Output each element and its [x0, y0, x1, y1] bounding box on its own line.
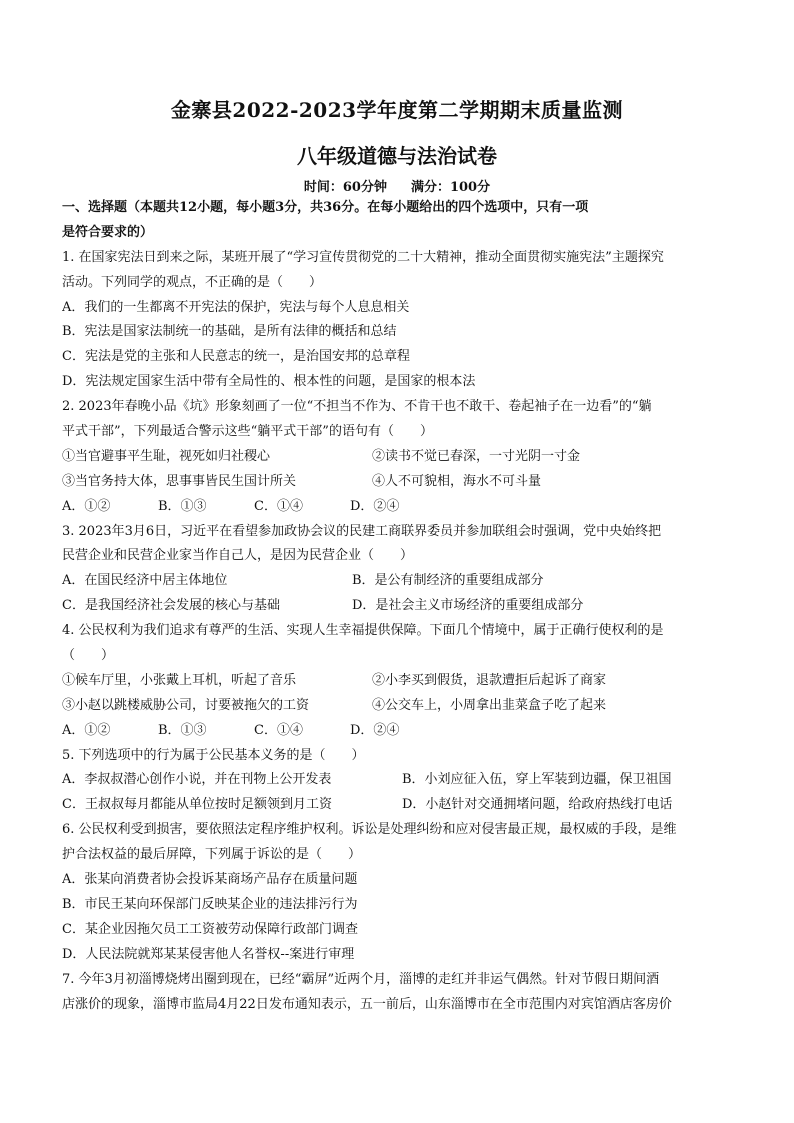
q4-stem-line2: （ ）: [62, 648, 115, 664]
q5-stem: 5. 下列选项中的行为属于公民基本义务的是（ ）: [62, 747, 365, 763]
q2-statement-1: ①当官避事平生耻，视死如归社稷心: [62, 448, 271, 464]
q2-statement-3: ③当官务持大体，思事事皆民生国计所关: [62, 473, 297, 489]
q1-option-a: A．我们的一生都离不开宪法的保护，宪法与每个人息息相关: [62, 299, 410, 315]
exam-score: 满分：100分: [410, 180, 491, 195]
q6-option-a: A．张某向消费者协会投诉某商场产品存在质量问题: [62, 872, 358, 888]
q4-option-b: B．①③: [158, 722, 207, 738]
q5-options-row2: [62, 793, 738, 818]
q3-stem-line2: 民营企业和民营企业家当作自己人，是因为民营企业（ ）: [62, 548, 414, 564]
q5-option-d: D．小赵针对交通拥堵问题，给政府热线打电话: [402, 797, 673, 813]
q4-statements-row1: [62, 669, 738, 694]
q4-option-c: C．①④: [254, 722, 303, 738]
q5-options-row1: [62, 768, 738, 793]
q4-statements-row2: [62, 694, 738, 719]
q3-option-a: A．在国民经济中居主体地位: [62, 573, 228, 589]
q5-option-b: B．小刘应征入伍，穿上军装到边疆，保卫祖国: [402, 772, 672, 788]
q1-stem-line2: 活动。下列同学的观点，不正确的是（ ）: [62, 274, 323, 290]
q4-statement-2: ②小李买到假货，退款遭拒后起诉了商家: [372, 672, 607, 688]
q5-option-a: A．李叔叔潜心创作小说，并在刊物上公开发表: [62, 772, 332, 788]
exam-title: 金寨县2022-2023学年度第二学期期末质量监测: [170, 98, 624, 122]
q6-option-c: C．某企业因拖欠员工工资被劳动保障行政部门调查: [62, 921, 358, 937]
q4-statement-3: ③小赵以跳楼威胁公司，讨要被拖欠的工资: [62, 697, 310, 713]
q2-options: [62, 495, 738, 520]
q5-option-c: C．王叔叔每月都能从单位按时足额领到月工资: [62, 797, 332, 813]
q2-option-a: A．①②: [62, 498, 111, 514]
q1-stem-line1: 1. 在国家宪法日到来之际，某班开展了“学习宣传贯彻党的二十大精神，推动全面贯彻实施宪法”主题探究: [62, 249, 664, 265]
q2-option-b: B．①③: [158, 498, 207, 514]
q6-stem-line2: 护合法权益的最后屏障，下列属于诉讼的是（ ）: [62, 847, 362, 863]
q2-stem-line2: 平式干部”，下列最适合警示这些“躺平式干部”的语句有（ ）: [62, 424, 433, 440]
q4-options: [62, 719, 738, 744]
exam-meta: [0, 176, 794, 195]
q2-option-c: C．①④: [254, 498, 303, 514]
section-heading-line1: 一、选择题（本题共12小题，每小题3分，共36分。在每小题给出的四个选项中，只有一项: [62, 200, 589, 215]
q1-option-c: C．宪法是党的主张和人民意志的统一，是治国安邦的总章程: [62, 349, 410, 365]
q2-stem-line1: 2. 2023年春晚小品《坑》形象刻画了一位“不担当不作为、不肯干也不敢干、卷起袖子在一边看”的“躺: [62, 399, 652, 415]
q3-option-c: C．是我国经济社会发展的核心与基础: [62, 598, 280, 614]
exam-subtitle: 八年级道德与法治试卷: [297, 144, 497, 168]
q2-statements-row1: [62, 445, 738, 470]
q6-stem-line1: 6. 公民权利受到损害，要依照法定程序维护权利。诉讼是处理纠纷和应对侵害最正规，最权威的手段，是维: [62, 822, 677, 838]
exam-content: [62, 196, 738, 1017]
section-heading-line2: 是符合要求的）: [62, 224, 154, 240]
q3-option-d: D．是社会主义市场经济的重要组成部分: [352, 598, 584, 614]
q6-option-d: D．人民法院就郑某某侵害他人名誉权--案进行审理: [62, 946, 355, 962]
q3-stem-line1: 3. 2023年3月6日，习近平在看望参加政协会议的民建工商联界委员并参加联组会时强调，党中央始终把: [62, 523, 662, 539]
q2-statements-row2: [62, 470, 738, 495]
q4-option-d: D．②④: [350, 722, 400, 738]
q3-options-row1: [62, 569, 738, 594]
q4-option-a: A．①②: [62, 722, 111, 738]
q3-options-row2: [62, 594, 738, 619]
q2-statement-4: ④人不可貌相，海水不可斗量: [372, 473, 542, 489]
q2-option-d: D．②④: [350, 498, 400, 514]
q6-option-b: B．市民王某向环保部门反映某企业的违法排污行为: [62, 896, 358, 912]
q7-stem-line2: 店涨价的现象，淄博市监局4月22日发布通知表示，五一前后，山东淄博市在全市范围内对宾馆酒店客房价: [62, 996, 672, 1012]
q4-stem-line1: 4. 公民权利为我们追求有尊严的生活、实现人生幸福提供保障。下面几个情境中，属于正确行使权利的是: [62, 623, 664, 639]
q2-statement-2: ②读书不觉已春深，一寸光阴一寸金: [372, 448, 581, 464]
q4-statement-1: ①候车厅里，小张戴上耳机，听起了音乐: [62, 672, 297, 688]
q4-statement-4: ④公交车上，小周拿出韭菜盒子吃了起来: [372, 697, 607, 713]
q1-option-b: B．宪法是国家法制统一的基础，是所有法律的概括和总结: [62, 324, 397, 340]
q7-stem-line1: 7. 今年3月初淄博烧烤出圈到现在，已经“霸屏”近两个月，淄博的走红并非运气偶然。针对节假日期间酒: [62, 971, 660, 987]
q1-option-d: D．宪法规定国家生活中带有全局性的、根本性的问题，是国家的根本法: [62, 374, 476, 390]
exam-time: 时间：60分钟: [303, 180, 387, 195]
q3-option-b: B．是公有制经济的重要组成部分: [352, 573, 544, 589]
